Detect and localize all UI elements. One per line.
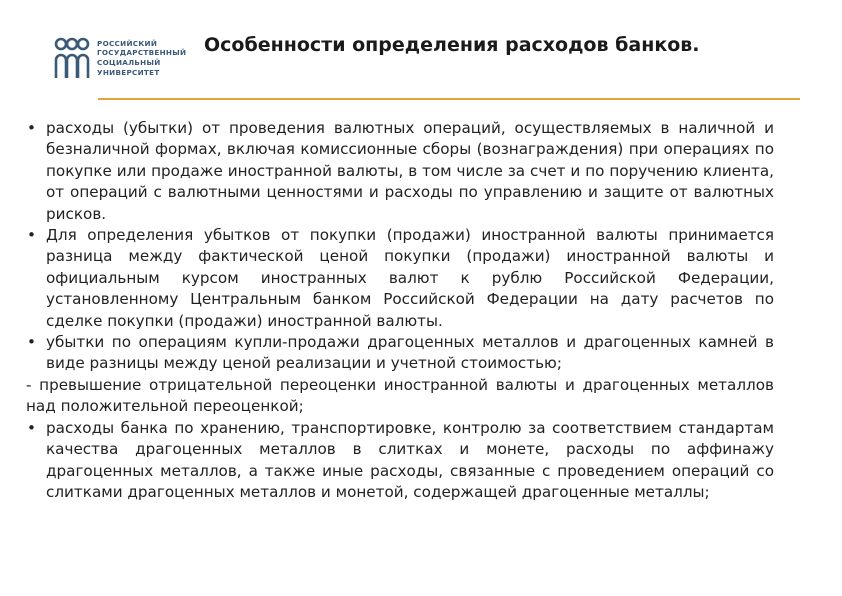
logo-line: УНИВЕРСИТЕТ <box>97 67 160 77</box>
people-group-icon <box>52 36 92 80</box>
page-title: Особенности определения расходов банков. <box>204 34 700 56</box>
logo-line: РОССИЙСКИЙ <box>97 38 158 48</box>
list-item: • убытки по операциям купли-продажи драгоценных металлов и драгоценных камней в виде разницы между ценой реализации и учетной стоимостью; <box>26 332 774 375</box>
title-divider <box>98 98 800 100</box>
list-item: • расходы (убытки) от проведения валютных операций, осуществляемых в наличной и безналичной формах, включая комиссионные сборы (вознаграждения) при операциях по покупке или продаже иностранной валюты, в том числе за счет и по поручению клиента, от операций с валютными ценностями и расходы по управлению и защите от валютных рисков. <box>26 118 774 225</box>
list-item: • расходы банка по хранению, транспортировке, контролю за соответствием стандартам качества драгоценных металлов в слитках и монете, расходы по аффинажу драгоценных металлов, а также иные расходы, связанные с проведением операций со слитками драгоценных металлов и монетой, содержащей драгоценные металлы; <box>26 418 774 504</box>
slide-body <box>26 118 774 503</box>
list-item: - превышение отрицательной переоценки иностранной валюты и драгоценных металлов над положительной переоценкой; <box>26 375 774 416</box>
logo-line: СОЦИАЛЬНЫЙ <box>97 58 161 67</box>
university-logo <box>52 36 186 80</box>
list-item: • Для определения убытков от покупки (продажи) иностранной валюты принимается разница между фактической ценой покупки (продажи) иностранной валюты и официальным курсом иностранных валют к рублю Российской Федерации, установленному Центральным банком Российской Федерации на дату расчетов по сделке покупки (продажи) иностранной валюты. <box>26 225 774 332</box>
logo-line: ГОСУДАРСТВЕННЫЙ <box>97 48 187 58</box>
university-name <box>97 39 186 77</box>
